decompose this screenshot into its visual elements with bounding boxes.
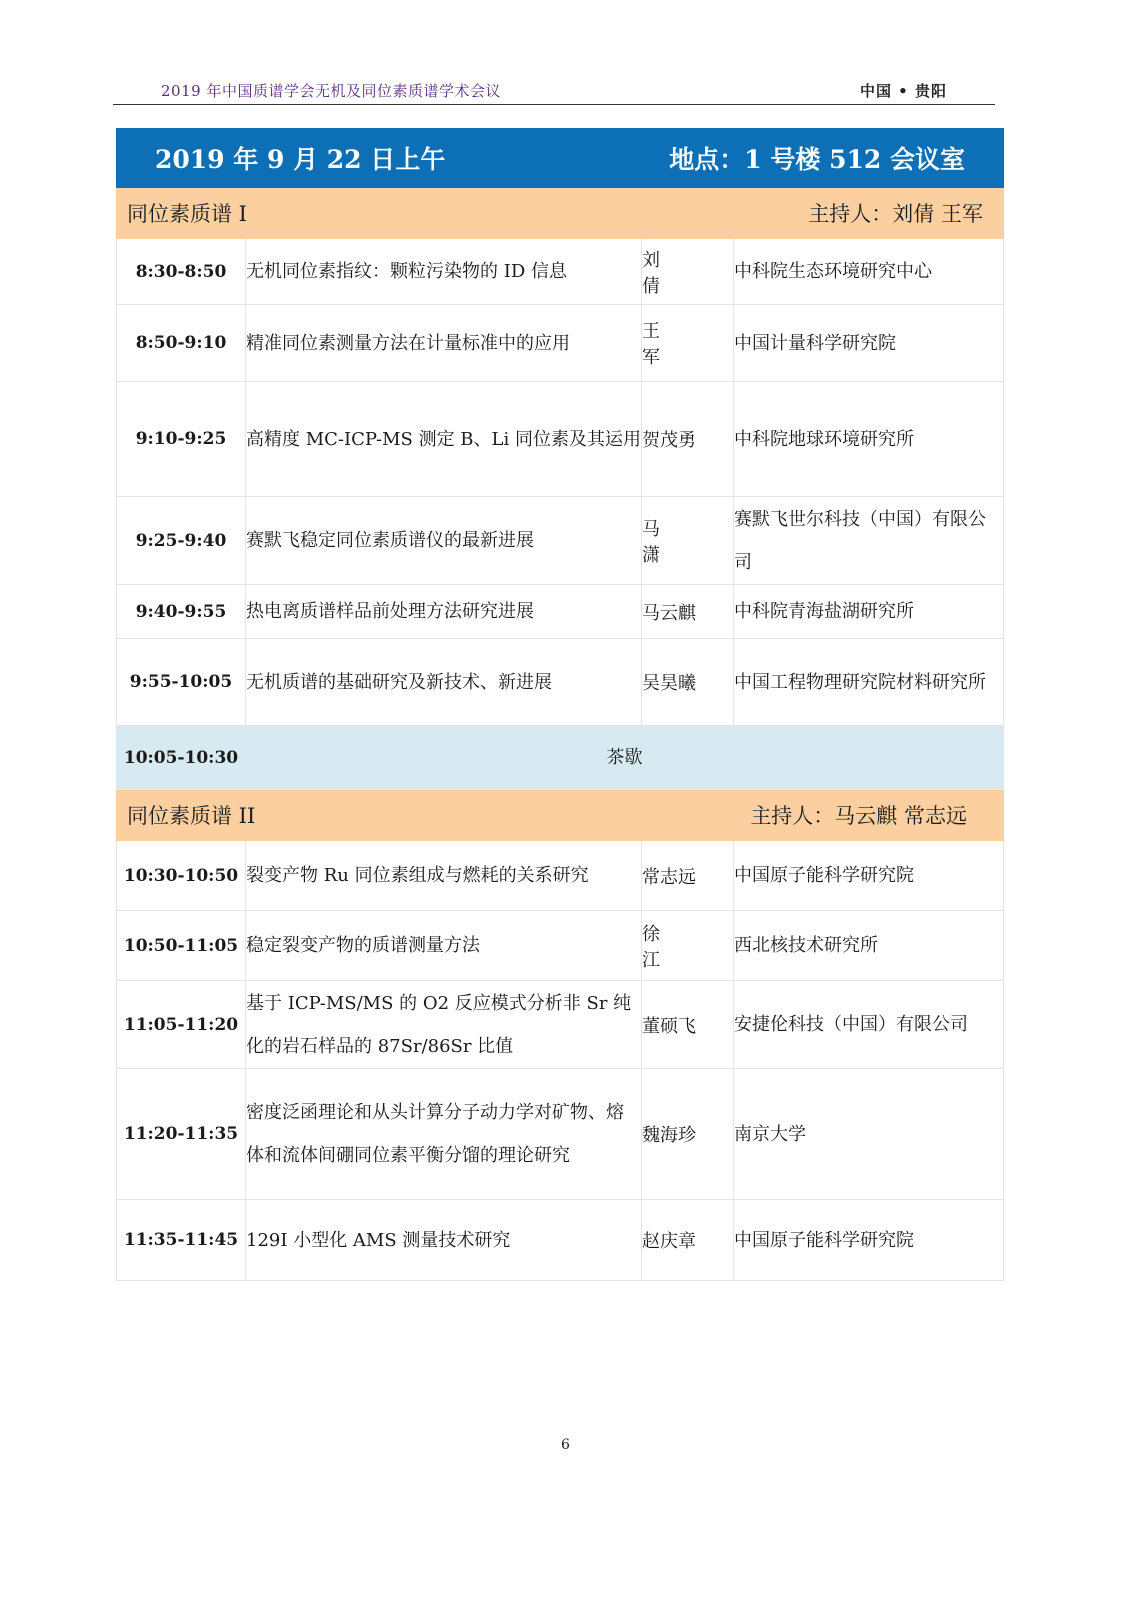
talk-affiliation: 中国原子能科学研究院 bbox=[734, 1200, 1004, 1281]
talk-affiliation: 中科院地球环境研究所 bbox=[734, 382, 1004, 497]
talk-time: 11:05-11:20 bbox=[117, 981, 246, 1069]
session-header bbox=[117, 188, 1004, 239]
table-row bbox=[117, 585, 1004, 639]
schedule-banner bbox=[117, 129, 1004, 188]
talk-speaker: 马云麒 bbox=[642, 585, 734, 639]
session-chairs: 主持人：马云麒 常志远 bbox=[750, 804, 967, 828]
talk-topic: 热电离质谱样品前处理方法研究进展 bbox=[246, 585, 642, 639]
table-row bbox=[117, 841, 1004, 911]
talk-speaker: 吴昊曦 bbox=[642, 639, 734, 726]
talk-speaker bbox=[642, 911, 734, 981]
break-time: 10:05-10:30 bbox=[117, 726, 246, 790]
talk-speaker: 董硕飞 bbox=[642, 981, 734, 1069]
talk-topic: 赛默飞稳定同位素质谱仪的最新进展 bbox=[246, 497, 642, 585]
talk-time: 9:55-10:05 bbox=[117, 639, 246, 726]
talk-time: 8:30-8:50 bbox=[117, 239, 246, 305]
talk-speaker bbox=[642, 497, 734, 585]
session-chairs: 主持人：刘倩 王军 bbox=[808, 202, 983, 226]
talk-topic: 高精度 MC-ICP-MS 测定 B、Li 同位素及其运用 bbox=[246, 382, 642, 497]
talk-speaker: 魏海珍 bbox=[642, 1069, 734, 1200]
talk-topic: 密度泛函理论和从头计算分子动力学对矿物、熔体和流体间硼同位素平衡分馏的理论研究 bbox=[246, 1069, 642, 1200]
talk-topic: 129I 小型化 AMS 测量技术研究 bbox=[246, 1200, 642, 1281]
talk-affiliation: 西北核技术研究所 bbox=[734, 911, 1004, 981]
page-number: 6 bbox=[561, 1437, 570, 1453]
talk-speaker: 常志远 bbox=[642, 841, 734, 911]
speaker-name: 马 潇 bbox=[642, 518, 678, 566]
talk-topic: 基于 ICP-MS/MS 的 O2 反应模式分析非 Sr 纯化的岩石样品的 87Sr/86Sr 比值 bbox=[246, 981, 642, 1069]
talk-time: 8:50-9:10 bbox=[117, 305, 246, 382]
session-header bbox=[117, 790, 1004, 841]
schedule-table bbox=[116, 128, 1004, 1281]
conference-location: 中国 • 贵阳 bbox=[859, 82, 947, 100]
talk-topic: 稳定裂变产物的质谱测量方法 bbox=[246, 911, 642, 981]
talk-affiliation: 中科院生态环境研究中心 bbox=[734, 239, 1004, 305]
table-row bbox=[117, 1200, 1004, 1281]
table-row bbox=[117, 981, 1004, 1069]
talk-speaker: 赵庆章 bbox=[642, 1200, 734, 1281]
table-row bbox=[117, 1069, 1004, 1200]
session-title: 同位素质谱 II bbox=[127, 804, 256, 828]
table-row bbox=[117, 639, 1004, 726]
speaker-name: 徐 江 bbox=[642, 923, 678, 971]
talk-speaker bbox=[642, 305, 734, 382]
banner-date: 2019 年 9 月 22 日上午 bbox=[155, 145, 446, 174]
talk-affiliation: 安捷伦科技（中国）有限公司 bbox=[734, 981, 1004, 1069]
table-row bbox=[117, 911, 1004, 981]
session-title: 同位素质谱 I bbox=[127, 202, 247, 226]
talk-topic: 裂变产物 Ru 同位素组成与燃耗的关系研究 bbox=[246, 841, 642, 911]
talk-topic: 无机同位素指纹：颗粒污染物的 ID 信息 bbox=[246, 239, 642, 305]
talk-time: 11:35-11:45 bbox=[117, 1200, 246, 1281]
talk-topic: 无机质谱的基础研究及新技术、新进展 bbox=[246, 639, 642, 726]
talk-time: 11:20-11:35 bbox=[117, 1069, 246, 1200]
talk-speaker bbox=[642, 239, 734, 305]
talk-time: 9:10-9:25 bbox=[117, 382, 246, 497]
speaker-name: 刘 倩 bbox=[642, 249, 678, 297]
table-row bbox=[117, 239, 1004, 305]
talk-affiliation: 中国工程物理研究院材料研究所 bbox=[734, 639, 1004, 726]
break-label: 茶歇 bbox=[246, 726, 1004, 790]
talk-time: 9:25-9:40 bbox=[117, 497, 246, 585]
talk-affiliation: 中国计量科学研究院 bbox=[734, 305, 1004, 382]
speaker-name: 王 军 bbox=[642, 321, 678, 368]
talk-time: 9:40-9:55 bbox=[117, 585, 246, 639]
talk-time: 10:30-10:50 bbox=[117, 841, 246, 911]
talk-topic: 精准同位素测量方法在计量标准中的应用 bbox=[246, 305, 642, 382]
page-header bbox=[113, 78, 995, 105]
table-row bbox=[117, 382, 1004, 497]
talk-speaker: 贺茂勇 bbox=[642, 382, 734, 497]
table-row bbox=[117, 305, 1004, 382]
talk-time: 10:50-11:05 bbox=[117, 911, 246, 981]
talk-affiliation: 南京大学 bbox=[734, 1069, 1004, 1200]
tea-break-row bbox=[117, 726, 1004, 790]
banner-venue: 地点：1 号楼 512 会议室 bbox=[669, 145, 965, 174]
talk-affiliation: 赛默飞世尔科技（中国）有限公司 bbox=[734, 497, 1004, 585]
conference-title: 2019 年中国质谱学会无机及同位素质谱学术会议 bbox=[161, 82, 501, 100]
talk-affiliation: 中科院青海盐湖研究所 bbox=[734, 585, 1004, 639]
talk-affiliation: 中国原子能科学研究院 bbox=[734, 841, 1004, 911]
table-row bbox=[117, 497, 1004, 585]
